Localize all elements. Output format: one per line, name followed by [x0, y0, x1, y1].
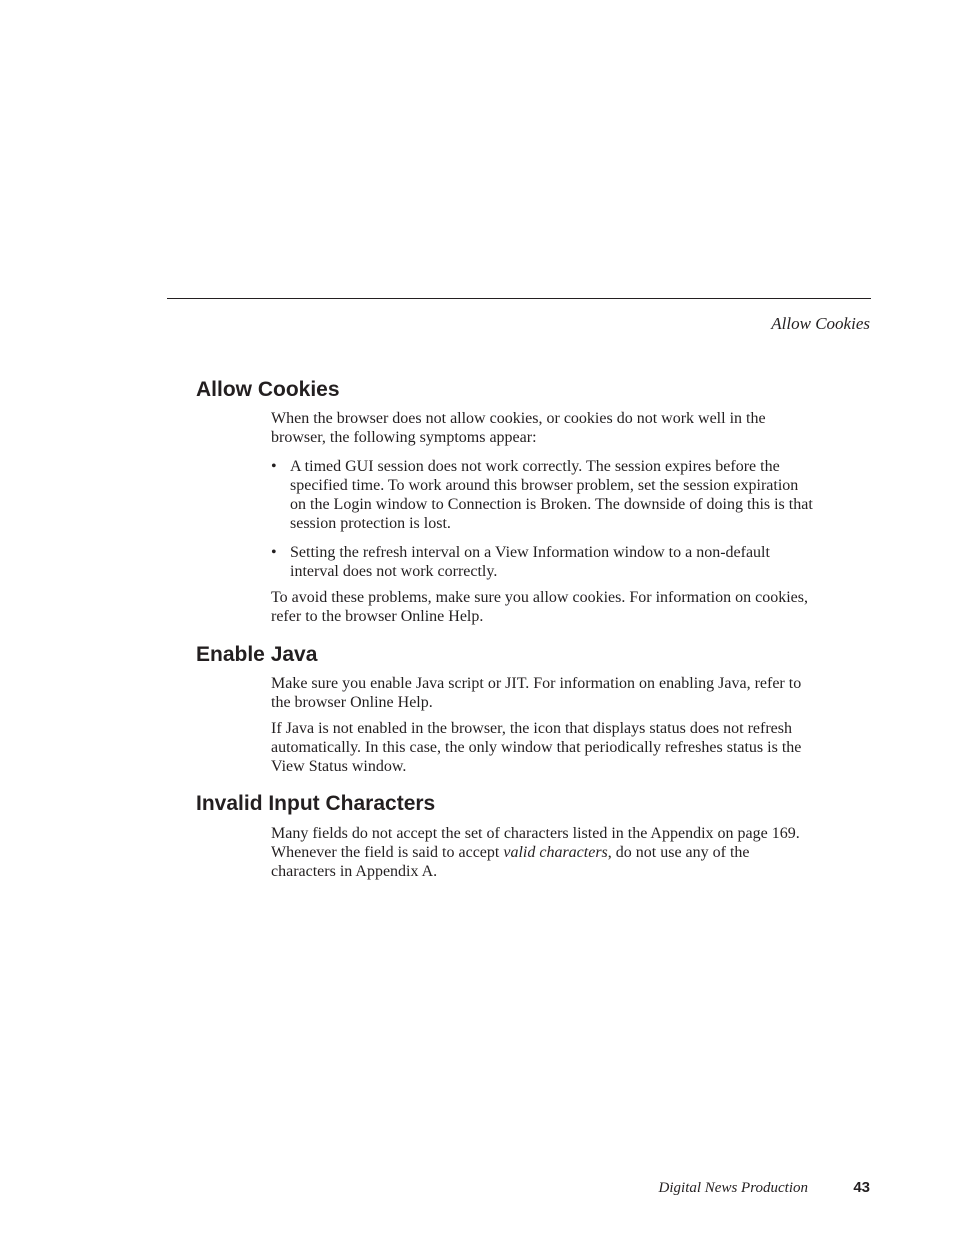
header-rule: [167, 298, 871, 299]
paragraph-text: Many fields do not accept the set of characters listed in the Appendix on page 169. Whenever the field is said to accept: [271, 825, 800, 861]
page-number: 43: [853, 1179, 870, 1196]
section-heading: Invalid Input Characters: [196, 792, 436, 815]
footer-title: Digital News Production: [658, 1180, 808, 1196]
paragraph: When the browser does not allow cookies, or cookies do not work well in the browser, the following symptoms appear:: [271, 410, 766, 446]
section-body: [271, 674, 816, 776]
running-head: Allow Cookies: [771, 314, 870, 333]
section-enable-java: [196, 643, 816, 776]
section-allow-cookies: [196, 378, 816, 626]
list-item: [271, 543, 816, 581]
section-heading: Enable Java: [196, 643, 318, 666]
list-item: [271, 457, 816, 533]
section-body: [271, 409, 816, 626]
bullet-icon: •: [271, 544, 277, 561]
bullet-icon: •: [271, 458, 277, 475]
paragraph-text: , do not use any of the characters in Appendix A.: [271, 844, 750, 880]
paragraph: If Java is not enabled in the browser, the icon that displays status does not refresh automatically. In this case, the only window that periodically refreshes status is the View Status window.: [271, 720, 802, 775]
paragraph: [271, 824, 816, 881]
section-body: [271, 824, 816, 881]
emphasis-text: valid characters: [503, 844, 608, 861]
section-heading: Allow Cookies: [196, 378, 340, 401]
list-item-text: Setting the refresh interval on a View Information window to a non-default interval does not work correctly.: [290, 544, 770, 580]
list-item-text: A timed GUI session does not work correctly. The session expires before the specified time. To work around this browser problem, set the session expiration on the Login window to Connection is Broken. The downside of doing this is that session protection is lost.: [290, 458, 813, 532]
section-invalid-input-characters: [196, 792, 816, 881]
bullet-list: [271, 457, 816, 581]
paragraph: To avoid these problems, make sure you allow cookies. For information on cookies, refer to the browser Online Help.: [271, 589, 808, 625]
paragraph: Make sure you enable Java script or JIT. For information on enabling Java, refer to the browser Online Help.: [271, 675, 802, 711]
